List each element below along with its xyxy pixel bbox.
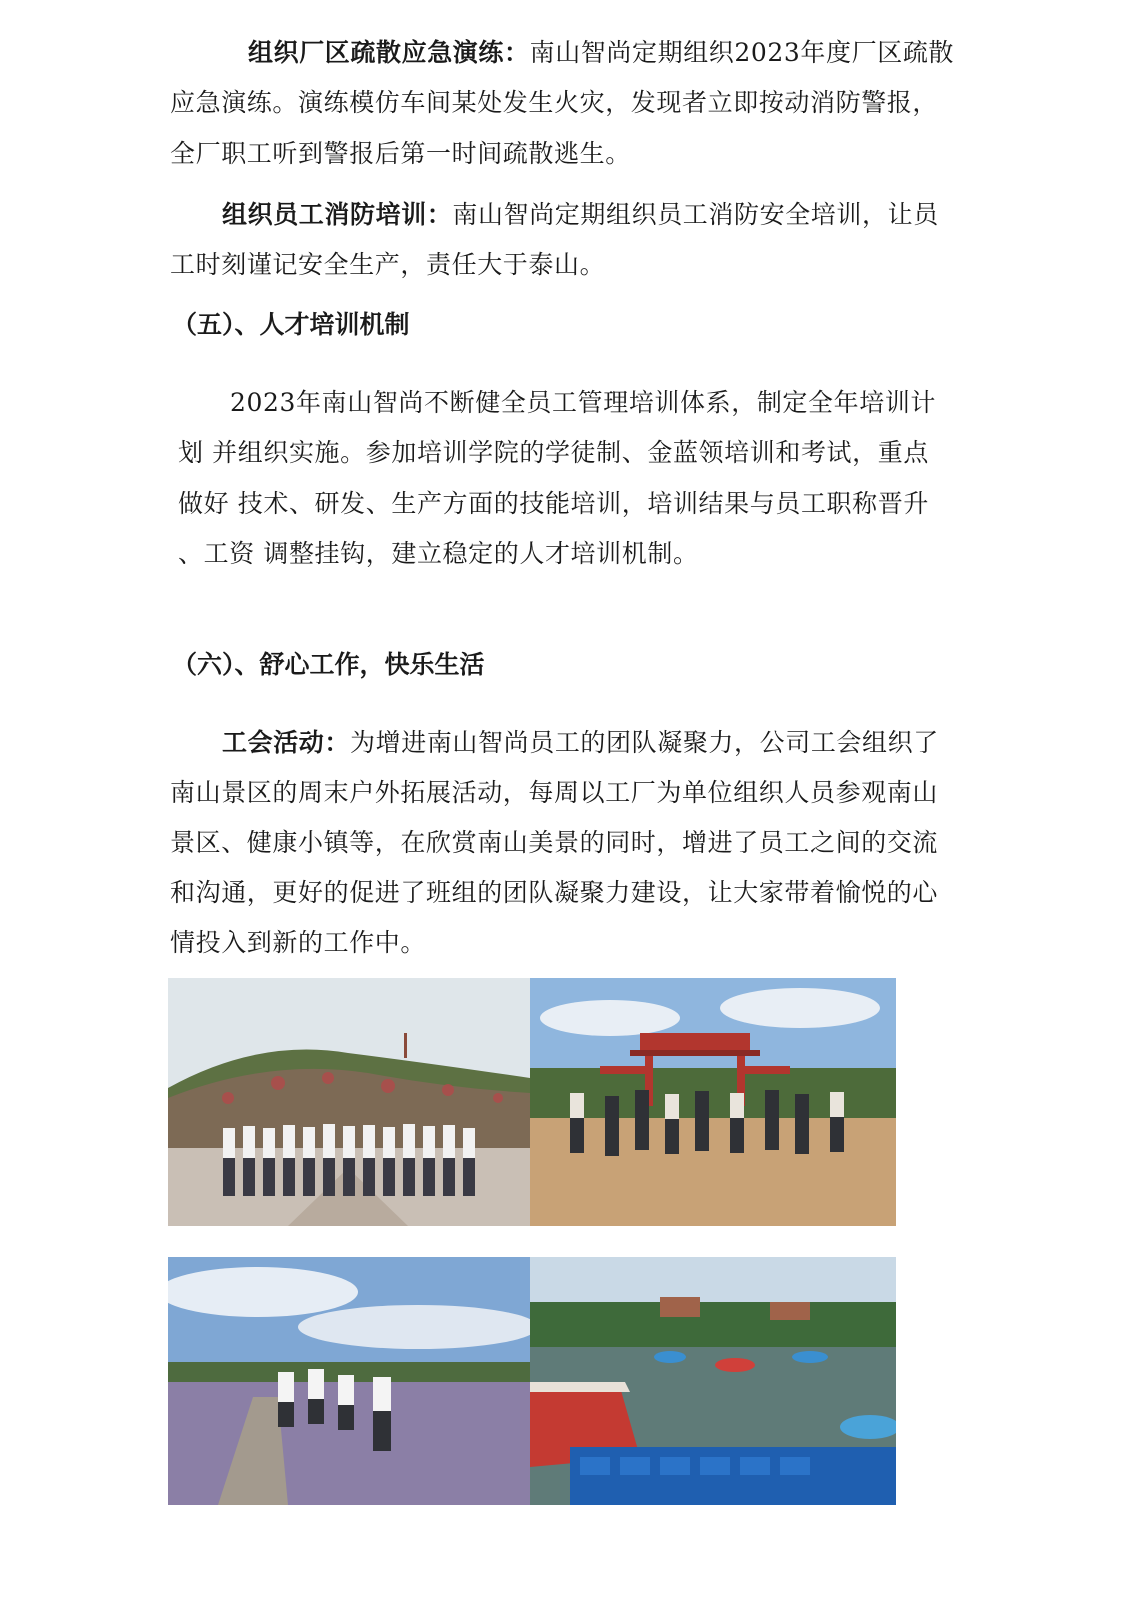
group-photo-gate bbox=[530, 978, 896, 1226]
fire-training-label: 组织员工消防培训： bbox=[222, 200, 453, 229]
talent-line-2: 划 并组织实施。参加培训学院的学徒制、金蓝领培训和考试，重点 bbox=[178, 438, 929, 467]
talent-line-3: 做好 技术、研发、生产方面的技能培训，培训结果与员工职称晋升 bbox=[178, 489, 929, 518]
evacuation-label: 组织厂区疏散应急演练： bbox=[248, 38, 530, 67]
union-line-4: 和沟通，更好的促进了班组的团队凝聚力建设，让大家带着愉悦的心 bbox=[170, 878, 939, 907]
evacuation-line-1 bbox=[248, 38, 1048, 68]
fire-training-text-1: 南山智尚定期组织员工消防安全培训，让员 bbox=[452, 200, 939, 229]
talent-line-4: 、工资 调整挂钩，建立稳定的人才培训机制。 bbox=[178, 539, 699, 568]
talent-line-1: 2023年南山智尚不断健全员工管理培训体系，制定全年培训计 bbox=[230, 388, 937, 417]
section-five-heading: （五）、人才培训机制 bbox=[172, 310, 410, 339]
group-photo-flower-field bbox=[168, 1257, 530, 1505]
evacuation-line-3: 全厂职工听到警报后第一时间疏散逃生。 bbox=[170, 139, 631, 168]
fire-training-line-2: 工时刻谨记安全生产，责任大于泰山。 bbox=[170, 250, 606, 279]
union-line-5: 情投入到新的工作中。 bbox=[170, 928, 427, 957]
union-line-1 bbox=[222, 728, 1022, 758]
evacuation-line-2: 应急演练。演练模仿车间某处发生火灾，发现者立即按动消防警报， bbox=[170, 88, 939, 117]
union-text-1: 为增进南山智尚员工的团队凝聚力，公司工会组织了 bbox=[350, 728, 939, 757]
fire-training-line-1 bbox=[222, 200, 1022, 230]
evacuation-text-1: 南山智尚定期组织2023年度厂区疏散 bbox=[529, 38, 955, 67]
union-line-3: 景区、健康小镇等，在欣赏南山美景的同时，增进了员工之间的交流 bbox=[170, 828, 939, 857]
section-six-heading: （六）、舒心工作，快乐生活 bbox=[172, 650, 485, 679]
lake-paddle-boats-photo bbox=[530, 1257, 896, 1505]
group-photo-hillside bbox=[168, 978, 530, 1226]
union-activity-label: 工会活动： bbox=[222, 728, 351, 757]
union-line-2: 南山景区的周末户外拓展活动，每周以工厂为单位组织人员参观南山 bbox=[170, 778, 939, 807]
